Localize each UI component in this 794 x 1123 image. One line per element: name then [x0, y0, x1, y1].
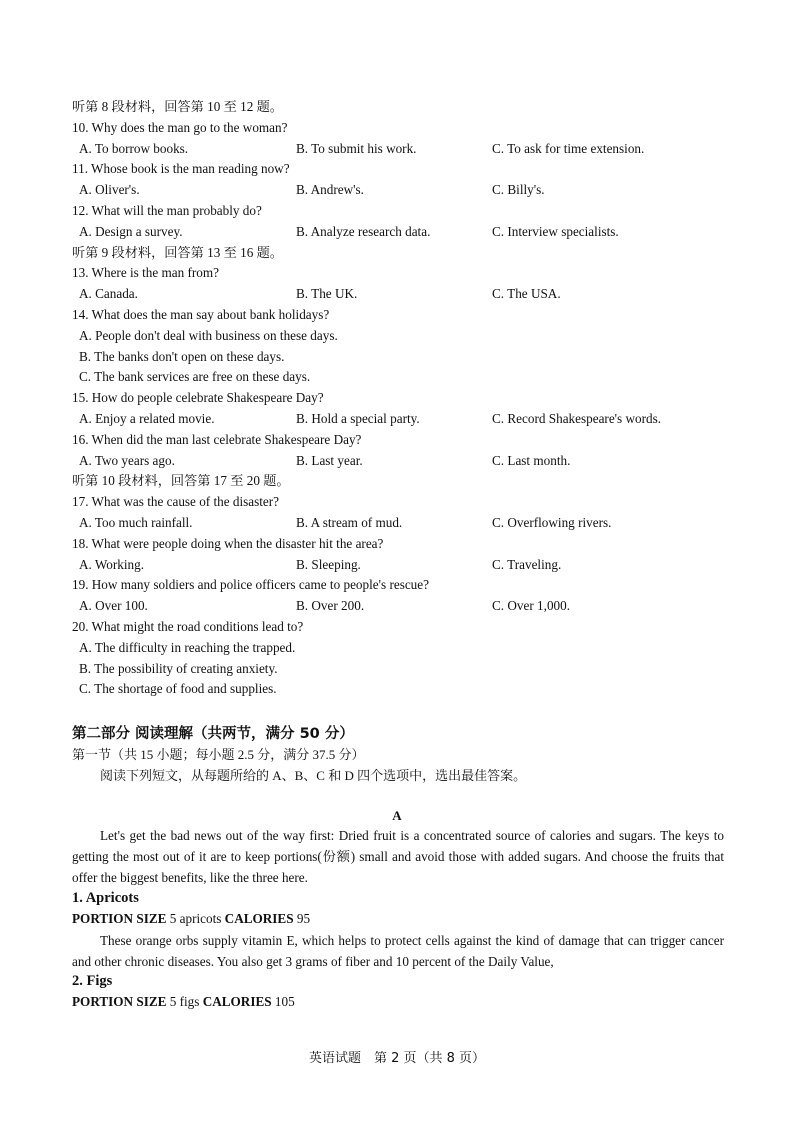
option-a: A. Enjoy a related movie.: [79, 410, 215, 426]
question-17: 17. What was the cause of the disaster?: [72, 494, 280, 510]
instructions: 阅读下列短文，从每题所给的 A、B、C 和 D 四个选项中，选出最佳答案。: [100, 768, 527, 783]
option-a: A. Working.: [79, 556, 144, 572]
listening-intro-9: 听第 9 段材料，回答第 13 至 16 题。: [72, 244, 283, 260]
options-10: [72, 139, 732, 160]
options-11: [72, 180, 732, 201]
section-title: 第二部分 阅读理解（共两节，满分 50 分）: [72, 726, 354, 742]
question-11: 11. Whose book is the man reading now?: [72, 161, 290, 177]
listening-intro-10: 听第 10 段材料，回答第 17 至 20 题。: [72, 473, 290, 489]
option-a: A. Too much rainfall.: [79, 514, 193, 530]
calories-label: CALORIES: [224, 911, 294, 926]
options-12: [72, 222, 732, 243]
portion-size-label: PORTION SIZE: [72, 911, 167, 926]
portion-line-figs: [72, 994, 295, 1010]
option-c: C. Last month.: [492, 452, 571, 468]
option-c: C. Traveling.: [492, 556, 562, 572]
option-b: B. To submit his work.: [296, 140, 417, 156]
options-17: [72, 513, 732, 534]
portion-line-apricots: [72, 911, 310, 927]
options-16: [72, 451, 732, 472]
option-c: C. Over 1,000.: [492, 598, 571, 614]
page-footer: 英语试题 第 2 页（共 8 页）: [308, 1051, 486, 1066]
option-c: C. The USA.: [492, 286, 561, 302]
question-13: 13. Where is the man from?: [72, 265, 219, 281]
options-15: [72, 409, 732, 430]
portion-size-value: 5 apricots: [169, 911, 222, 926]
option-c: C. The bank services are free on these days.: [79, 369, 311, 385]
calories-value: 105: [274, 994, 295, 1009]
question-14: 14. What does the man say about bank holidays?: [72, 306, 330, 322]
heading-figs: 2. Figs: [72, 973, 113, 989]
passage-letter: A: [392, 808, 402, 823]
question-18: 18. What were people doing when the disaster hit the area?: [72, 535, 384, 551]
option-b: B. Andrew's.: [296, 182, 364, 198]
question-12: 12. What will the man probably do?: [72, 202, 262, 218]
option-c: C. To ask for time extension.: [492, 140, 645, 156]
option-c: C. The shortage of food and supplies.: [79, 681, 277, 697]
option-b: B. The banks don't open on these days.: [79, 348, 285, 364]
option-b: B. Hold a special party.: [296, 410, 420, 426]
portion-size-value: 5 figs: [169, 994, 200, 1009]
option-c: C. Interview specialists.: [492, 223, 619, 239]
question-20: 20. What might the road conditions lead to?: [72, 618, 304, 634]
apricots-paragraph: These orange orbs supply vitamin E, which helps to protect cells against the kind of damage that can trigger cancer and other chronic diseases. You also get 3 grams of fiber and 10 percent of the Daily Value,: [72, 933, 724, 969]
option-b: B. A stream of mud.: [296, 514, 403, 530]
option-a: A. The difficulty in reaching the trapped.: [79, 639, 296, 655]
question-19: 19. How many soldiers and police officers came to people's rescue?: [72, 577, 429, 593]
option-a: A. Design a survey.: [79, 223, 183, 239]
options-19: [72, 596, 732, 617]
option-c: C. Overflowing rivers.: [492, 514, 612, 530]
question-10: 10. Why does the man go to the woman?: [72, 119, 288, 135]
part-one-heading: 第一节（共 15 小题；每小题 2.5 分，满分 37.5 分）: [72, 747, 365, 762]
calories-label: CALORIES: [202, 994, 272, 1009]
option-a: A. Over 100.: [79, 598, 148, 614]
listening-intro-8: 听第 8 段材料，回答第 10 至 12 题。: [72, 99, 283, 114]
option-b: B. Over 200.: [296, 598, 365, 614]
option-a: A. To borrow books.: [79, 140, 189, 156]
option-a: A. Two years ago.: [79, 452, 175, 468]
option-a: A. Canada.: [79, 286, 138, 302]
option-c: C. Billy's.: [492, 182, 545, 198]
option-c: C. Record Shakespeare's words.: [492, 410, 662, 426]
listening-section: [72, 97, 732, 700]
option-b: B. The possibility of creating anxiety.: [79, 660, 278, 676]
option-b: B. Sleeping.: [296, 556, 361, 572]
option-a: A. Oliver's.: [79, 182, 140, 198]
calories-value: 95: [296, 911, 311, 926]
question-15: 15. How do people celebrate Shakespeare Day?: [72, 390, 324, 406]
option-b: B. The UK.: [296, 286, 358, 302]
intro-paragraph: Let's get the bad news out of the way first: Dried fruit is a concentrated source of calories and sugars. The keys to getting the most out of it are to keep portions(份额) small and avoid those with added sugars. And choose the fruits that offer the biggest benefits, like the three here.: [72, 828, 724, 885]
heading-apricots: 1. Apricots: [72, 890, 139, 906]
question-16: 16. When did the man last celebrate Shakespeare Day?: [72, 431, 362, 447]
options-13: [72, 284, 732, 305]
option-b: B. Last year.: [296, 452, 363, 468]
portion-size-label: PORTION SIZE: [72, 994, 167, 1009]
option-a: A. People don't deal with business on these days.: [79, 327, 338, 343]
option-b: B. Analyze research data.: [296, 223, 431, 239]
options-18: [72, 555, 732, 576]
